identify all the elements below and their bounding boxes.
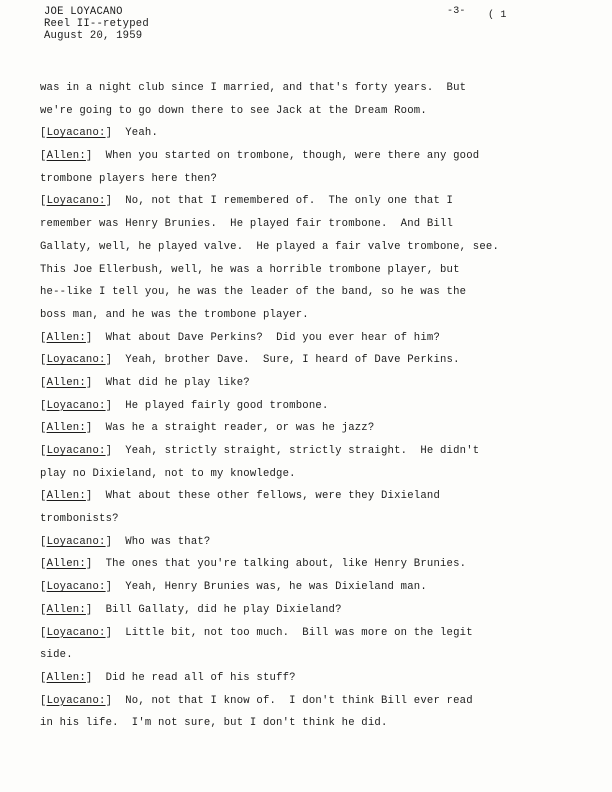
line-text: Was he a straight reader, or was he jazz?	[105, 422, 375, 435]
line-text: Yeah, Henry Brunies was, he was Dixieland man.	[125, 581, 427, 594]
line-text: Yeah, strictly straight, strictly straight. He didn't	[125, 445, 480, 457]
transcript-line	[40, 644, 588, 667]
transcript-line: [Loyacano:] Yeah, Henry Brunies was, he was Dixieland man.	[40, 581, 427, 594]
speaker-label: Loyacano:	[46, 581, 106, 594]
document-header	[44, 6, 149, 42]
transcript-line: [Loyacano:] Yeah, strictly straight, strictly straight. He didn't	[40, 445, 480, 457]
transcript-line	[40, 168, 588, 191]
speaker-label: Loyacano:	[46, 127, 106, 140]
speaker-label: Allen:	[46, 671, 86, 684]
transcript-line: [Allen:] What about Dave Perkins? Did you ever hear of him?	[40, 331, 440, 344]
line-text: What about these other fellows, were they Dixieland	[105, 490, 440, 503]
transcript-line	[40, 236, 588, 259]
line-text: This Joe Ellerbush, well, he was a horrible trombone player, but	[40, 263, 460, 276]
speaker-label: Loyacano:	[46, 354, 106, 367]
line-text: What did he play like?	[105, 376, 250, 389]
line-text: remember was Henry Brunies. He played fair trombone. And Bill	[40, 218, 454, 231]
transcript-line: [Loyacano:] He played fairly good trombone.	[40, 399, 329, 412]
line-text: Yeah, brother Dave. Sure, I heard of Dave Perkins.	[125, 354, 460, 367]
page-number: -3-	[447, 6, 466, 17]
line-text: trombone players here then?	[40, 172, 218, 185]
line-text: Who was that?	[125, 535, 211, 548]
transcript-line	[40, 100, 588, 123]
interviewee-name: JOE LOYACANO	[44, 6, 123, 18]
transcript-line: [Allen:] When you started on trombone, though, were there any good	[40, 150, 480, 163]
transcript-line: [Allen:] Was he a straight reader, or was he jazz?	[40, 422, 375, 435]
line-text: was in a night club since I married, and that's forty years. But	[40, 82, 467, 94]
transcript-line: [Allen:] What about these other fellows, were they Dixieland	[40, 490, 440, 503]
transcript-line: [Allen:] The ones that you're talking about, like Henry Brunies.	[40, 558, 467, 571]
transcript-line: [Loyacano:] Yeah.	[40, 127, 159, 140]
reel-label: Reel II--retyped	[44, 18, 149, 30]
transcript-line	[40, 259, 588, 282]
transcript-body	[40, 77, 588, 735]
line-text: The ones that you're talking about, like Henry Brunies.	[105, 558, 467, 571]
line-text: trombonists?	[40, 513, 119, 526]
line-text: he--like I tell you, he was the leader of the band, so he was the	[40, 286, 467, 299]
transcript-line: [Allen:] Did he read all of his stuff?	[40, 671, 296, 684]
interview-date: August 20, 1959	[44, 30, 143, 42]
speaker-label: Loyacano:	[46, 626, 106, 639]
speaker-label: Allen:	[46, 490, 86, 503]
line-text: What about Dave Perkins? Did you ever hear of him?	[105, 331, 440, 344]
line-text: Did he read all of his stuff?	[105, 671, 296, 684]
line-text: Gallaty, well, he played valve. He played a fair valve trombone, see.	[40, 240, 500, 253]
line-text: No, not that I remembered of. The only one that I	[125, 195, 454, 208]
transcript-line: [Loyacano:] Who was that?	[40, 535, 211, 548]
speaker-label: Allen:	[46, 376, 86, 389]
speaker-label: Allen:	[46, 150, 86, 163]
transcript-line	[40, 77, 588, 100]
line-text: Little bit, not too much. Bill was more on the legit	[125, 626, 473, 639]
transcript-line: [Loyacano:] No, not that I know of. I don't think Bill ever read	[40, 694, 473, 707]
line-text: Yeah.	[125, 127, 159, 140]
transcript-line	[40, 281, 588, 304]
speaker-label: Allen:	[46, 422, 86, 435]
speaker-label: Loyacano:	[46, 399, 106, 412]
line-text: When you started on trombone, though, were there any good	[105, 150, 480, 163]
transcript-line: [Allen:] Bill Gallaty, did he play Dixieland?	[40, 603, 342, 616]
line-text: play no Dixieland, not to my knowledge.	[40, 467, 296, 480]
corner-mark: ( 1	[488, 10, 507, 21]
speaker-label: Loyacano:	[46, 694, 106, 707]
transcript-line: [Allen:] What did he play like?	[40, 376, 250, 389]
transcript-line	[40, 508, 588, 531]
transcript-line: [Loyacano:] Little bit, not too much. Bill was more on the legit	[40, 626, 473, 639]
transcript-line: [Loyacano:] No, not that I remembered of. The only one that I	[40, 195, 454, 208]
transcript-line	[40, 304, 588, 327]
line-text: side.	[40, 649, 73, 662]
transcript-line	[40, 712, 588, 735]
line-text: in his life. I'm not sure, but I don't think he did.	[40, 717, 388, 730]
line-text: Bill Gallaty, did he play Dixieland?	[105, 603, 342, 616]
speaker-label: Allen:	[46, 331, 86, 344]
speaker-label: Loyacano:	[46, 195, 106, 208]
speaker-label: Loyacano:	[46, 445, 106, 457]
transcript-line: [Loyacano:] Yeah, brother Dave. Sure, I heard of Dave Perkins.	[40, 354, 460, 367]
speaker-label: Allen:	[46, 603, 86, 616]
transcript-line	[40, 463, 588, 486]
line-text: we're going to go down there to see Jack at the Dream Room.	[40, 104, 427, 117]
speaker-label: Allen:	[46, 558, 86, 571]
line-text: No, not that I know of. I don't think Bill ever read	[125, 694, 473, 707]
transcript-line	[40, 213, 588, 236]
line-text: He played fairly good trombone.	[125, 399, 329, 412]
speaker-label: Loyacano:	[46, 535, 106, 548]
line-text: boss man, and he was the trombone player.	[40, 308, 309, 321]
